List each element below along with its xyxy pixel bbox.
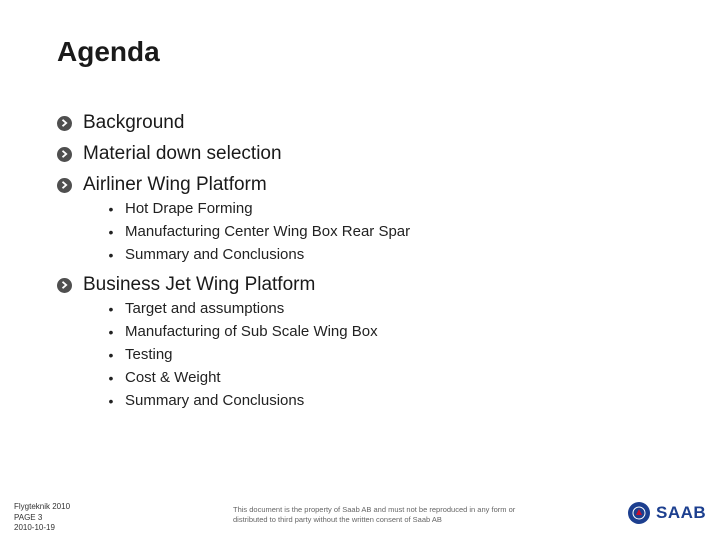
agenda-item	[57, 273, 677, 412]
agenda-item	[57, 173, 677, 266]
sub-list	[106, 297, 677, 412]
bullet: •	[108, 300, 114, 317]
sub-list-item	[106, 389, 677, 412]
agenda-item-label: Background	[83, 112, 185, 133]
agenda-item-label: Material down selection	[83, 143, 282, 164]
sub-item-label: Summary and Conclusions	[125, 392, 305, 409]
agenda-list	[57, 111, 677, 419]
saab-logo-text: SAAB	[656, 503, 707, 522]
agenda-item-label: Business Jet Wing Platform	[83, 274, 316, 295]
sub-list-item	[106, 343, 677, 366]
sub-item-label: Summary and Conclusions	[125, 246, 305, 263]
sub-list	[106, 197, 677, 266]
chevron-circle-icon	[57, 147, 72, 162]
slide-title: Agenda	[57, 36, 160, 67]
sub-item-label: Manufacturing of Sub Scale Wing Box	[125, 323, 378, 340]
sub-list-item	[106, 366, 677, 389]
footer-disclaimer: This document is the property of Saab AB and must not be reproduced in any form or distributed to third party without the written consent of Saab AB	[233, 505, 516, 524]
sub-list-item	[106, 297, 677, 320]
sub-item-label: Cost & Weight	[125, 369, 221, 386]
sub-list-item	[106, 243, 677, 266]
sub-item-label: Target and assumptions	[125, 300, 285, 317]
sub-item-label: Hot Drape Forming	[125, 200, 253, 217]
footer-page: PAGE 3	[14, 512, 43, 522]
footer-event: Flygteknik 2010	[14, 502, 71, 511]
bullet: •	[108, 392, 114, 409]
agenda-item	[57, 142, 677, 166]
bullet: •	[108, 223, 114, 240]
bullet: •	[108, 346, 114, 363]
sub-list-item	[106, 197, 677, 220]
chevron-circle-icon	[57, 116, 72, 131]
saab-emblem-icon	[628, 502, 650, 524]
sub-list-item	[106, 320, 677, 343]
chevron-circle-icon	[57, 178, 72, 193]
bullet: •	[108, 200, 114, 217]
footer-info	[14, 502, 70, 534]
sub-list-item	[106, 220, 677, 243]
agenda-item-label: Airliner Wing Platform	[83, 174, 267, 195]
chevron-circle-icon	[57, 278, 72, 293]
saab-logo	[628, 502, 706, 524]
sub-item-label: Testing	[125, 346, 173, 363]
bullet: •	[108, 246, 114, 263]
bullet: •	[108, 369, 114, 386]
footer-date: 2010-10-19	[14, 523, 55, 532]
bullet: •	[108, 323, 114, 340]
agenda-item	[57, 111, 677, 135]
sub-item-label: Manufacturing Center Wing Box Rear Spar	[125, 223, 411, 240]
